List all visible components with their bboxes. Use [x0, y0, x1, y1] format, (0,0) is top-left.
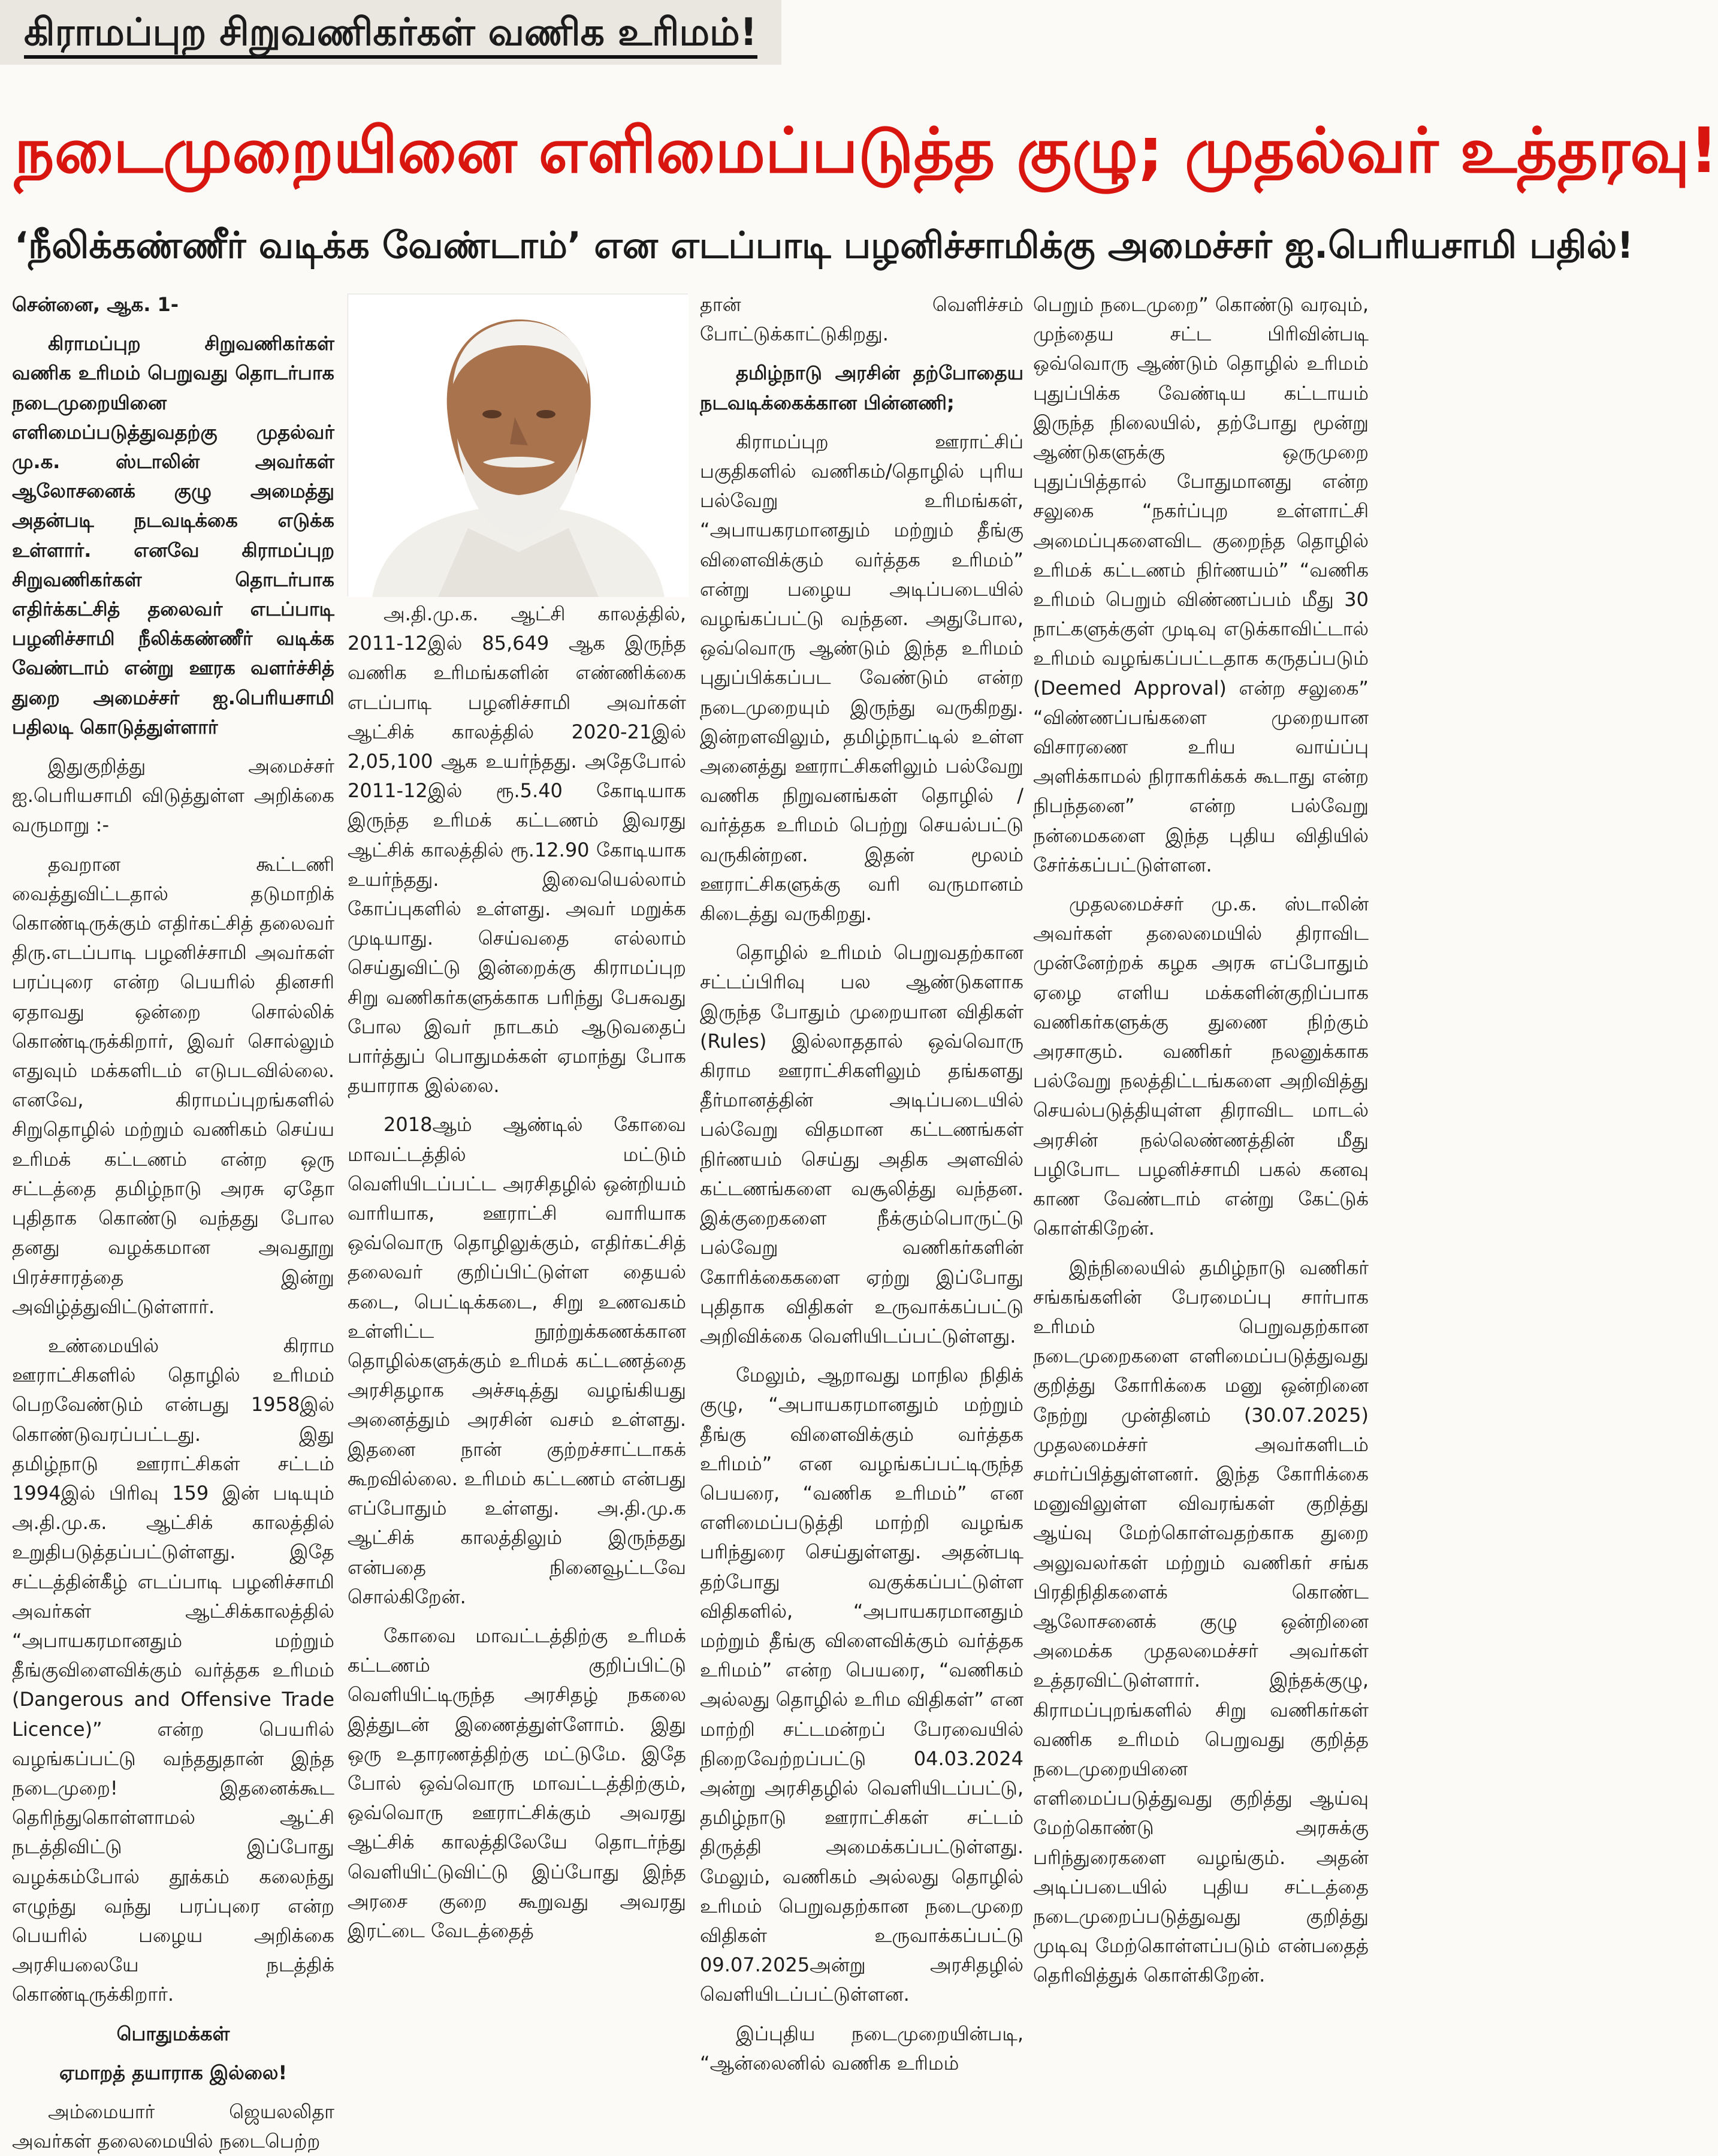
minister-photo: [348, 294, 688, 596]
headline: நடைமுறையினை எளிமைப்படுத்த குழு; முதல்வர் உத்தரவு!: [14, 114, 1718, 187]
body-paragraph: தொழில் உரிமம் பெறுவதற்கான சட்டப்பிரிவு பல ஆண்டுகளாக இருந்த போதும் முறையான விதிகள் (Rules) இல்லாததால் ஒவ்வொரு கிராம ஊராட்சிகளிலும் தங்களது தீர்மானத்தின் அடிப்படையில் பல்வேறு விதமான கட்டணங்கள் நிர்ணயம் செய்து அதிக அளவில் கட்டணங்களை வசூலித்து வந்தன. இக்குறைகளை நீக்கும்பொருட்டு பல்வேறு வணிகர்களின் கோரிக்கைகளை ஏற்று இப்போது புதிதாக விதிகள் உருவாக்கப்பட்டு அறிவிக்கை வெளியிடப்பட்டுள்ளது.: [700, 941, 1023, 1347]
section-subhead: ஏமாறத் தயாராக இல்லை!: [59, 2061, 288, 2084]
lede-paragraph: கிராமப்புற சிறுவணிகர்கள் வணிக உரிமம் பெறுவது தொடர்பாக நடைமுறையினை எளிமைப்படுத்துவதற்கு முதல்வர் மு.க. ஸ்டாலின் அவர்கள் ஆலோசனைக் குழு அமைத்து அதன்படி நடவடிக்கை எடுக்க உள்ளார். எனவே கிராமப்புற சிறுவணிகர்கள் தொடர்பாக எதிர்க்கட்சித் தலைவர் எடப்பாடி பழனிச்சாமி நீலிக்கண்ணீர் வடிக்க வேண்டாம் என்று ஊரக வளர்ச்சித் துறை அமைச்சர் ஐ.பெரியசாமி பதிலடி கொடுத்துள்ளார்: [12, 332, 334, 738]
body-paragraph: அம்மையார் ஜெயலலிதா அவர்கள் தலைமையில் நடைபெற்ற: [12, 2100, 334, 2153]
article-column-1: [12, 290, 334, 2153]
body-paragraph: பெறும் நடைமுறை” கொண்டு வரவும், முந்தைய சட்ட பிரிவின்படி ஒவ்வொரு ஆண்டும் தொழில் உரிமம் புதுப்பிக்க வேண்டிய கட்டாயம் இருந்த நிலையில், தற்போது மூன்று ஆண்டுகளுக்கு ஒருமுறை புதுப்பித்தால் போதுமானது என்ற சலுகை “நகர்ப்புற உள்ளாட்சி அமைப்புகளைவிட குறைந்த தொழில் உரிமக் கட்டணம் நிர்ணயம்” “வணிக உரிமம் பெறும் விண்ணப்பம் மீது 30 நாட்களுக்குள் முடிவு எடுக்காவிட்டால் உரிமம் வழங்கப்பட்டதாக கருதப்படும் (Deemed Approval) என்ற சலுகை” “விண்ணப்பங்களை முறையான விசாரணை உரிய வாய்ப்பு அளிக்காமல் நிராகரிக்கக் கூடாது என்ற நிபந்தனை” என்ற பல்வேறு நன்மைகளை இந்த புதிய விதியில் சேர்க்கப்பட்டுள்ளன.: [1033, 293, 1369, 876]
body-paragraph: 2018ஆம் ஆண்டில் கோவை மாவட்டத்தில் மட்டும் வெளியிடப்பட்ட அரசிதழில் ஒன்றியம் வாரியாக, ஊராட்சி வாரியாக ஒவ்வொரு தொழிலுக்கும், எதிர்கட்சித் தலைவர் குறிப்பிட்டுள்ள தையல் கடை, பெட்டிக்கடை, சிறு உணவகம் உள்ளிட்ட நூற்றுக்கணக்கான தொழில்களுக்கும் உரிமக் கட்டணத்தை அரசிதழாக அச்சடித்து வழங்கியது அனைத்தும் அரசின் வசம் உள்ளது. இதனை நான் குற்றச்சாட்டாகக் கூறவில்லை. உரிமம் கட்டணம் என்பது எப்போதும் உள்ளது. அ.தி.மு.க ஆட்சிக் காலத்திலும் இருந்தது என்பதை நினைவூட்டவே சொல்கிறேன்.: [348, 1113, 686, 1608]
article-column-3: [700, 290, 1023, 2106]
body-paragraph: கோவை மாவட்டத்திற்கு உரிமக் கட்டணம் குறிப்பிட்டு வெளியிட்டிருந்த அரசிதழ் நகலை இத்துடன் இணைத்துள்ளோம். இது ஒரு உதாரணத்திற்கு மட்டுமே. இதே போல் ஒவ்வொரு மாவட்டத்திற்கும், ஒவ்வொரு ஊராட்சிக்கும் அவரது ஆட்சிக் காலத்திலேயே தொடர்ந்து வெளியிட்டுவிட்டு இப்போது இந்த அரசை குறை கூறுவது அவரது இரட்டை வேடத்தைத்: [348, 1624, 686, 1942]
body-paragraph: இந்நிலையில் தமிழ்நாடு வணிகர் சங்கங்களின் பேரமைப்பு சார்பாக உரிமம் பெறுவதற்கான நடைமுறைகளை எளிமைப்படுத்துவது குறித்து கோரிக்கை மனு ஒன்றினை நேற்று முன்தினம் (30.07.2025) முதலமைச்சர் அவர்களிடம் சமர்ப்பித்துள்ளனர். இந்த கோரிக்கை மனுவிலுள்ள விவரங்கள் குறித்து ஆய்வு மேற்கொள்வதற்காக துறை அலுவலர்கள் மற்றும் வணிகர் சங்க பிரதிநிதிகளைக் கொண்ட ஆலோசனைக் குழு ஒன்றினை அமைக்க முதலமைச்சர் அவர்கள் உத்தரவிட்டுள்ளார். இந்தக்குழு, கிராமப்புறங்களில் சிறு வணிகர்கள் வணிக உரிமம் பெறுவது குறித்த நடைமுறையினை எளிமைப்படுத்துவது குறித்து ஆய்வு மேற்கொண்டு அரசுக்கு பரிந்துரைகளை வழங்கும். அதன் அடிப்படையில் புதிய சட்டத்தை நடைமுறைப்படுத்துவது குறித்து முடிவு மேற்கொள்ளப்படும் என்பதைத் தெரிவித்துக் கொள்கிறேன்.: [1033, 1256, 1369, 1987]
section-subhead: பொதுமக்கள்: [116, 2022, 230, 2045]
body-paragraph: கிராமப்புற ஊராட்சிப் பகுதிகளில் வணிகம்/தொழில் புரிய பல்வேறு உரிமங்கள், “அபாயகரமானதும் மற்றும் தீங்கு விளைவிக்கும் வர்த்தக உரிமம்” என்று பழைய அடிப்படையில் வழங்கப்பட்டு வந்தன. அதுபோல, ஒவ்வொரு ஆண்டும் இந்த உரிமம் புதுப்பிக்கப்பட வேண்டும் என்ற நடைமுறையும் இருந்து வருகிறது. இன்றளவிலும், தமிழ்நாட்டில் உள்ள அனைத்து ஊராட்சிகளிலும் பல்வேறு வணிக நிறுவனங்கள் தொழில் / வர்த்தக உரிமம் பெற்று செயல்பட்டு வருகின்றன. இதன் மூலம் ஊராட்சிகளுக்கு வரி வருமானம் கிடைத்து வருகிறது.: [700, 430, 1023, 925]
article-column-2: [348, 599, 686, 2106]
article-column-4: [1033, 290, 1369, 2106]
kicker-text: கிராமப்புற சிறுவணிகர்கள் வணிக உரிமம்!: [24, 11, 757, 59]
subheadline: ‘நீலிக்கண்ணீர் வடிக்க வேண்டாம்’ என எடப்பாடி பழனிச்சாமிக்கு அமைச்சர் ஐ.பெரியசாமி பதில்!: [14, 224, 1634, 267]
body-paragraph: இப்புதிய நடைமுறையின்படி, “ஆன்லைனில் வணிக உரிமம்: [700, 2022, 1023, 2074]
body-paragraph: தான் வெளிச்சம் போட்டுக்காட்டுகிறது.: [700, 293, 1023, 346]
body-paragraph: உண்மையில் கிராம ஊராட்சிகளில் தொழில் உரிமம் பெறவேண்டும் என்பது 1958இல் கொண்டுவரப்பட்டது. இது தமிழ்நாடு ஊராட்சிகள் சட்டம் 1994இல் பிரிவு 159 இன் படியும் அ.தி.மு.க. ஆட்சிக் காலத்தில் உறுதிபடுத்தப்பட்டுள்ளது. இதே சட்டத்தின்கீழ் எடப்பாடி பழனிச்சாமி அவர்கள் ஆட்சிக்காலத்தில் “அபாயகரமானதும் மற்றும் தீங்குவிளைவிக்கும் வர்த்தக உரிமம் (Dangerous and Offensive Trade Licence)” என்ற பெயரில் வழங்கப்பட்டு வந்ததுதான் இந்த நடைமுறை! இதனைக்கூட தெரிந்துகொள்ளாமல் ஆட்சி நடத்திவிட்டு இப்போது வழக்கம்போல் தூக்கம் கலைந்து எழுந்து வந்து பரப்புரை என்ற பெயரில் பழைய அறிக்கை அரசியலையே நடத்திக் கொண்டிருக்கிறார்.: [12, 1334, 334, 2006]
portrait-image: [348, 294, 689, 597]
dateline: சென்னை, ஆக. 1-: [12, 293, 179, 316]
body-paragraph: அ.தி.மு.க. ஆட்சி காலத்தில், 2011-12இல் 85,649 ஆக இருந்த வணிக உரிமங்களின் எண்ணிக்கை எடப்பாடி பழனிச்சாமி அவர்கள் ஆட்சிக் காலத்தில் 2020-21இல் 2,05,100 ஆக உயர்ந்தது. அதேபோல் 2011-12இல் ரூ.5.40 கோடியாக இருந்த உரிமக் கட்டணம் இவரது ஆட்சிக் காலத்தில் ரூ.12.90 கோடியாக உயர்ந்தது. இவையெல்லாம் கோப்புகளில் உள்ளது. அவர் மறுக்க முடியாது. செய்வதை எல்லாம் செய்துவிட்டு இன்றைக்கு கிராமப்புற சிறு வணிகர்களுக்காக பரிந்து பேசுவது போல இவர் நாடகம் ஆடுவதைப் பார்த்துப் பொதுமக்கள் ஏமாந்து போக தயாராக இல்லை.: [348, 602, 686, 1097]
body-paragraph: தவறான கூட்டணி வைத்துவிட்டதால் தடுமாறிக் கொண்டிருக்கும் எதிர்கட்சித் தலைவர் திரு.எடப்பாடி பழனிச்சாமி அவர்கள் பரப்புரை என்ற பெயரில் தினசரி ஏதாவது ஒன்றை சொல்லிக் கொண்டிருக்கிறார், இவர் சொல்லும் எதுவும் மக்களிடம் எடுபடவில்லை. எனவே, கிராமப்புறங்களில் சிறுதொழில் மற்றும் வணிகம் செய்ய உரிமக் கட்டணம் என்ற ஒரு சட்டத்தை தமிழ்நாடு அரசு ஏதோ புதிதாக கொண்டு வந்தது போல தனது வழக்கமான அவதூறு பிரச்சாரத்தை இன்று அவிழ்த்துவிட்டுள்ளார்.: [12, 852, 334, 1318]
section-subhead: தமிழ்நாடு அரசின் தற்போதைய நடவடிக்கைக்கான பின்னணி;: [700, 361, 1023, 414]
kicker-banner: [0, 0, 781, 65]
body-paragraph: முதலமைச்சர் மு.க. ஸ்டாலின் அவர்கள் தலைமையில் திராவிட முன்னேற்றக் கழக அரசு எப்போதும் ஏழை எளிய மக்களின்குறிப்பாக வணிகர்களுக்கு துணை நிற்கும் அரசாகும். வணிகர் நலனுக்காக பல்வேறு நலத்திட்டங்களை அறிவித்து செயல்படுத்தியுள்ள திராவிட மாடல் அரசின் நல்லெண்ணத்தின் மீது பழிபோட பழனிச்சாமி பகல் கனவு காண வேண்டாம் என்று கேட்டுக் கொள்கிறேன்.: [1033, 892, 1369, 1240]
body-paragraph: இதுகுறித்து அமைச்சர் ஐ.பெரியசாமி விடுத்துள்ள அறிக்கை வருமாறு :-: [12, 755, 334, 837]
body-paragraph: மேலும், ஆறாவது மாநில நிதிக் குழு, “அபாயகரமானதும் மற்றும் தீங்கு விளைவிக்கும் வர்த்தக உரிமம்” என வழங்கப்பட்டிருந்த பெயரை, “வணிக உரிமம்” என எளிமைப்படுத்தி மாற்றி வழங்க பரிந்துரை செய்துள்ளது. அதன்படி தற்போது வகுக்கப்பட்டுள்ள விதிகளில், “அபாயகரமானதும் மற்றும் தீங்கு விளைவிக்கும் வர்த்தக உரிமம்” என்ற பெயரை, “வணிகம் அல்லது தொழில் உரிம விதிகள்” என மாற்றி சட்டமன்றப் பேரவையில் நிறைவேற்றப்பட்டு 04.03.2024 அன்று அரசிதழில் வெளியிடப்பட்டு, தமிழ்நாடு ஊராட்சிகள் சட்டம் திருத்தி அமைக்கப்பட்டுள்ளது. மேலும், வணிகம் அல்லது தொழில் உரிமம் பெறுவதற்கான நடைமுறை விதிகள் உருவாக்கப்பட்டு 09.07.2025அன்று அரசிதழில் வெளியிடப்பட்டுள்ளன.: [700, 1364, 1024, 2006]
